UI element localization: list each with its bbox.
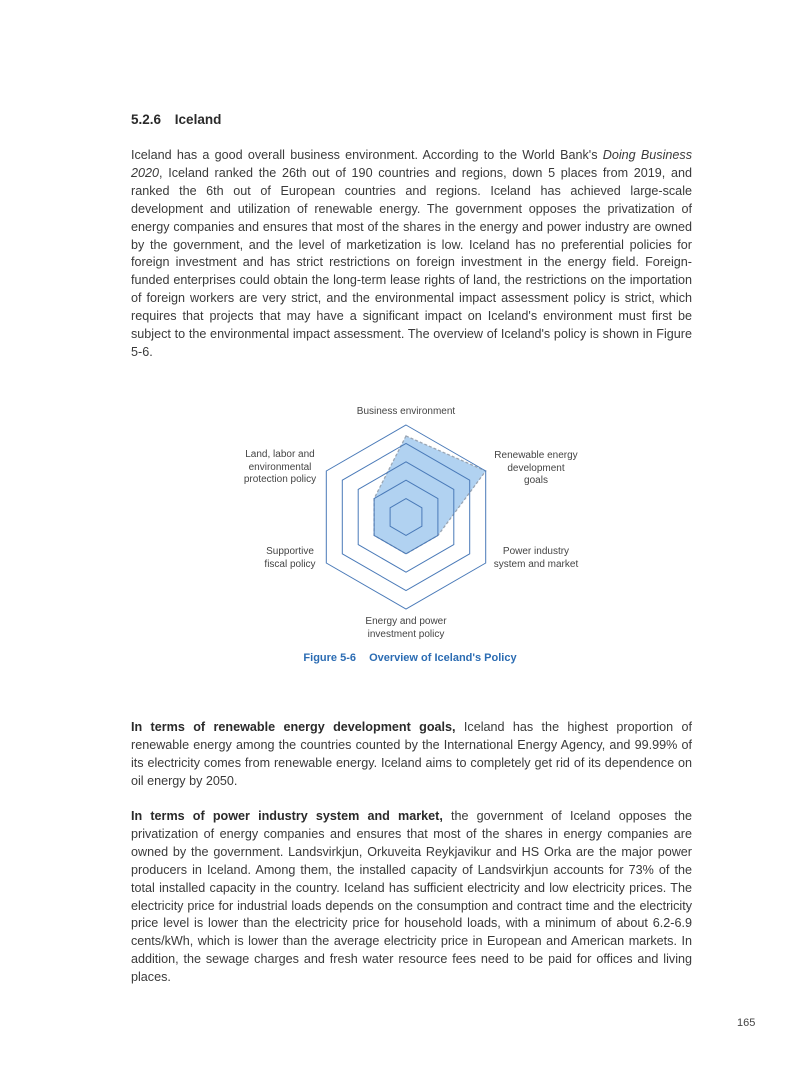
renewable-paragraph [131,719,692,791]
intro-text-start: Iceland has a good overall business environment. According to the World Bank's [131,148,603,162]
renewable-lead: In terms of renewable energy development goals, [131,720,456,734]
renewable-body: Iceland has the highest proportion of renewable energy among the countries counted by the International Energy Agency, and 99.99% of its electricity comes from renewable energy. Iceland aims to completely get rid of its dependence on oil energy by 2050. [131,720,692,788]
section-title: Iceland [174,112,222,127]
power-body: the government of Iceland opposes the privatization of energy companies and ensures that most of the shares in energy companies are owned by the government. Landsvirkjun, Orkuveita Reykjavikur and HS Orka are the major power producers in Iceland. Among them, the installed capacity of Landsvirkjun accounts for 73% of the total installed capacity in the country. Iceland has sufficient electricity and low electricity prices. The electricity price for industrial loads depends on the consumption and contract time and the electricity price level is lower than the electricity price for household loads, with a minimum of about 6.2-6.9 cents/kWh, which is lower than the average electricity price in European and American markets. In addition, the sewage charges and fresh water resource fees need to be paid for offices and living places. [131,809,692,985]
axis-label-fiscal: Supportive fiscal policy [264,546,316,570]
power-lead: In terms of power industry system and market, [131,809,443,823]
intro-text-rest: , Iceland ranked the 26th out of 190 countries and regions, down 5 places from 2019, and ranked the 6th out of European countries and regions. Iceland has achieved large-scale development and utilization of renewable energy. The government opposes the privatization of energy companies and ensures that most of the shares in the energy and power industry are owned by the government, and the level of marketization is low. Iceland has no preferential policies for foreign investment and has strict restrictions on foreign investment in the energy field. Foreign-funded enterprises could obtain the long-term lease rights of land, the restrictions on the importation of foreign workers are very strict, and the environmental impact assessment policy is strict, which requires that projects that may have a significant impact on Iceland's environment must first be subject to the environmental impact assessment. The overview of Iceland's policy is shown in Figure 5-6. [131,165,692,359]
axis-label-land: Land, labor and environmental protection policy [243,449,317,486]
axis-label-investment: Energy and power investment policy [365,616,447,640]
figure-caption [230,652,590,664]
figure-number: Figure 5-6 [303,652,356,664]
page-number: 165 [737,1017,756,1029]
figure-5-6 [230,400,590,670]
axis-label-business: Business environment [356,406,456,417]
axis-label-power: Power industry system and market [493,546,579,570]
axis-label-renewable: Renewable energy development goals [494,450,578,487]
section-heading [131,112,221,127]
section-number: 5.2.6 [131,112,162,127]
report-title-italic: Doing Business 2020 [131,148,692,180]
data-polygon-iceland [374,436,486,554]
figure-title: Overview of Iceland's Policy [369,652,517,664]
power-paragraph [131,808,692,987]
intro-paragraph [131,147,692,362]
radar-chart [230,400,590,650]
